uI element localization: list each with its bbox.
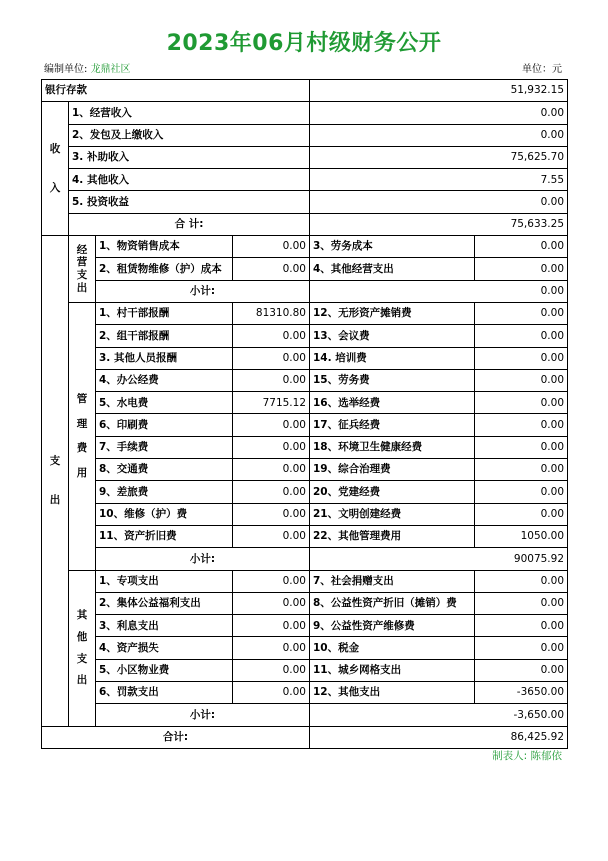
table-row bbox=[42, 302, 568, 324]
table-row bbox=[42, 325, 568, 347]
table-row bbox=[42, 124, 568, 146]
operating-item-value: 0.00 bbox=[233, 236, 310, 258]
income-total-label: 合 计: bbox=[69, 213, 310, 235]
other-item-value: 0.00 bbox=[475, 659, 568, 681]
compiling-unit-label: 编制单位: bbox=[44, 64, 88, 75]
table-row bbox=[42, 682, 568, 704]
expense.management-group-char: 管 bbox=[76, 393, 88, 406]
expense.operating-group-char: 经 bbox=[76, 243, 88, 256]
preparer bbox=[492, 748, 562, 763]
table-row bbox=[42, 414, 568, 436]
compiling-unit-name: 龙鼎社区 bbox=[90, 64, 131, 75]
other-item-label: 12、其他支出 bbox=[310, 682, 475, 704]
expense.other-group-label bbox=[69, 570, 96, 726]
other-item-value: 0.00 bbox=[233, 570, 310, 592]
management-item-label: 15、劳务费 bbox=[310, 369, 475, 391]
table-row bbox=[42, 392, 568, 414]
management-item-value: 81310.80 bbox=[233, 302, 310, 324]
management-subtotal-value: 90075.92 bbox=[310, 548, 568, 570]
expense.management-group-char: 理 bbox=[76, 417, 88, 430]
other-item-value: 0.00 bbox=[475, 592, 568, 614]
expense.management-group-label bbox=[69, 302, 96, 570]
management-item-label: 20、党建经费 bbox=[310, 481, 475, 503]
management-item-label: 7、手续费 bbox=[96, 436, 233, 458]
income-item-label: 3. 补助收入 bbox=[69, 146, 310, 168]
management-item-value: 0.00 bbox=[475, 481, 568, 503]
preparer-name: 陈郁依 bbox=[530, 750, 562, 762]
other-item-label: 3、利息支出 bbox=[96, 615, 233, 637]
table-row bbox=[42, 570, 568, 592]
management-item-value: 0.00 bbox=[233, 325, 310, 347]
management-item-label: 10、维修（护）费 bbox=[96, 503, 233, 525]
other-item-label: 2、集体公益福利支出 bbox=[96, 592, 233, 614]
management-item-value: 0.00 bbox=[475, 347, 568, 369]
table-row bbox=[42, 236, 568, 258]
management-item-label: 3. 其他人员报酬 bbox=[96, 347, 233, 369]
management-item-value: 1050.00 bbox=[475, 525, 568, 547]
table-row bbox=[42, 615, 568, 637]
operating-subtotal-value: 0.00 bbox=[310, 280, 568, 302]
management-item-value: 0.00 bbox=[233, 414, 310, 436]
other-subtotal-value: -3,650.00 bbox=[310, 704, 568, 726]
income-item-label: 2、发包及上缴收入 bbox=[69, 124, 310, 146]
income-item-label: 5. 投资收益 bbox=[69, 191, 310, 213]
expense.operating-group-char: 出 bbox=[76, 281, 88, 294]
management-item-label: 14. 培训费 bbox=[310, 347, 475, 369]
management-item-value: 0.00 bbox=[475, 414, 568, 436]
operating-item-value: 0.00 bbox=[233, 258, 310, 280]
other-item-value: 0.00 bbox=[475, 615, 568, 637]
management-item-value: 0.00 bbox=[475, 369, 568, 391]
income-group-label bbox=[42, 102, 69, 236]
other-item-label: 4、资产损失 bbox=[96, 637, 233, 659]
preparer-label: 制表人: bbox=[492, 750, 528, 762]
expense.operating-group-char: 支 bbox=[76, 269, 88, 282]
income-item-value: 7.55 bbox=[310, 169, 568, 191]
management-item-value: 0.00 bbox=[475, 302, 568, 324]
table-row bbox=[42, 503, 568, 525]
expense.other-group-char: 支 bbox=[76, 652, 88, 665]
expense.other-group-char: 其 bbox=[76, 609, 88, 622]
page-title: 2023年06月村级财务公开 bbox=[166, 31, 442, 56]
management-item-label: 5、水电费 bbox=[96, 392, 233, 414]
expense.other-group-char: 他 bbox=[76, 630, 88, 643]
operating-item-label: 4、其他经营支出 bbox=[310, 258, 475, 280]
management-item-value: 0.00 bbox=[233, 347, 310, 369]
management-item-label: 2、组干部报酬 bbox=[96, 325, 233, 347]
other-item-value: 0.00 bbox=[233, 592, 310, 614]
table-row bbox=[42, 169, 568, 191]
income-group-char: 入 bbox=[49, 181, 61, 194]
currency-unit: 单位：元 bbox=[522, 64, 562, 75]
other-item-value: 0.00 bbox=[475, 637, 568, 659]
expense-total-label: 合计: bbox=[42, 726, 310, 748]
other-item-label: 7、社会捐赠支出 bbox=[310, 570, 475, 592]
finance-table bbox=[41, 79, 568, 749]
management-item-label: 22、其他管理费用 bbox=[310, 525, 475, 547]
other-item-label: 11、城乡网格支出 bbox=[310, 659, 475, 681]
management-item-label: 4、办公经费 bbox=[96, 369, 233, 391]
management-item-value: 0.00 bbox=[233, 525, 310, 547]
income-item-value: 0.00 bbox=[310, 102, 568, 124]
expense-total-value: 86,425.92 bbox=[310, 726, 568, 748]
management-item-label: 9、差旅费 bbox=[96, 481, 233, 503]
bank-label: 银行存款 bbox=[42, 80, 310, 102]
expense.operating-group-label bbox=[69, 236, 96, 303]
income-item-value: 75,625.70 bbox=[310, 146, 568, 168]
management-item-label: 11、资产折旧费 bbox=[96, 525, 233, 547]
management-item-value: 0.00 bbox=[475, 325, 568, 347]
table-row bbox=[42, 726, 568, 748]
expense.management-group-char: 费 bbox=[76, 442, 88, 455]
table-row bbox=[42, 80, 568, 102]
management-item-value: 0.00 bbox=[233, 459, 310, 481]
table-row bbox=[42, 347, 568, 369]
table-row bbox=[42, 704, 568, 726]
management-item-label: 1、村干部报酬 bbox=[96, 302, 233, 324]
table-row bbox=[42, 146, 568, 168]
management-item-label: 13、会议费 bbox=[310, 325, 475, 347]
management-item-value: 0.00 bbox=[233, 369, 310, 391]
table-row bbox=[42, 369, 568, 391]
table-row bbox=[42, 459, 568, 481]
other-subtotal-label: 小计: bbox=[96, 704, 310, 726]
table-row bbox=[42, 213, 568, 235]
management-item-label: 21、文明创建经费 bbox=[310, 503, 475, 525]
management-item-value: 0.00 bbox=[233, 436, 310, 458]
management-item-label: 19、综合治理费 bbox=[310, 459, 475, 481]
income-item-label: 1、经营收入 bbox=[69, 102, 310, 124]
other-item-label: 5、小区物业费 bbox=[96, 659, 233, 681]
expense.other-group-char: 出 bbox=[76, 674, 88, 687]
table-row bbox=[42, 525, 568, 547]
other-item-value: 0.00 bbox=[233, 682, 310, 704]
income-item-label: 4. 其他收入 bbox=[69, 169, 310, 191]
operating-item-label: 2、租赁物维修（护）成本 bbox=[96, 258, 233, 280]
expense-group-label bbox=[42, 236, 69, 727]
management-item-label: 6、印刷费 bbox=[96, 414, 233, 436]
other-item-value: 0.00 bbox=[233, 615, 310, 637]
table-row bbox=[42, 548, 568, 570]
management-item-label: 16、选举经费 bbox=[310, 392, 475, 414]
expense.operating-group-char: 营 bbox=[76, 256, 88, 269]
other-item-label: 1、专项支出 bbox=[96, 570, 233, 592]
management-item-value: 0.00 bbox=[475, 436, 568, 458]
management-item-label: 8、交通费 bbox=[96, 459, 233, 481]
other-item-label: 8、公益性资产折旧（摊销）费 bbox=[310, 592, 475, 614]
compiling-unit bbox=[44, 60, 131, 75]
management-item-label: 12、无形资产摊销费 bbox=[310, 302, 475, 324]
operating-item-label: 3、劳务成本 bbox=[310, 236, 475, 258]
other-item-value: 0.00 bbox=[233, 659, 310, 681]
management-item-label: 17、征兵经费 bbox=[310, 414, 475, 436]
management-item-label: 18、环境卫生健康经费 bbox=[310, 436, 475, 458]
operating-item-value: 0.00 bbox=[475, 236, 568, 258]
operating-item-value: 0.00 bbox=[475, 258, 568, 280]
table-row bbox=[42, 659, 568, 681]
table-row bbox=[42, 481, 568, 503]
operating-item-label: 1、物资销售成本 bbox=[96, 236, 233, 258]
other-item-value: 0.00 bbox=[233, 637, 310, 659]
management-item-value: 0.00 bbox=[233, 503, 310, 525]
table-row bbox=[42, 436, 568, 458]
income-group-char: 收 bbox=[49, 143, 61, 156]
other-item-label: 6、罚款支出 bbox=[96, 682, 233, 704]
income-item-value: 0.00 bbox=[310, 191, 568, 213]
table-row bbox=[42, 258, 568, 280]
management-item-value: 7715.12 bbox=[233, 392, 310, 414]
other-item-label: 10、税金 bbox=[310, 637, 475, 659]
other-item-value: 0.00 bbox=[475, 570, 568, 592]
income-total-value: 75,633.25 bbox=[310, 213, 568, 235]
operating-subtotal-label: 小计: bbox=[96, 280, 310, 302]
management-item-value: 0.00 bbox=[233, 481, 310, 503]
table-row bbox=[42, 280, 568, 302]
table-row bbox=[42, 637, 568, 659]
table-row bbox=[42, 191, 568, 213]
table-row bbox=[42, 592, 568, 614]
table-row bbox=[42, 102, 568, 124]
income-item-value: 0.00 bbox=[310, 124, 568, 146]
expense.management-group-char: 用 bbox=[76, 466, 88, 479]
other-item-value: -3650.00 bbox=[475, 682, 568, 704]
management-subtotal-label: 小计: bbox=[96, 548, 310, 570]
management-item-value: 0.00 bbox=[475, 459, 568, 481]
management-item-value: 0.00 bbox=[475, 392, 568, 414]
other-item-label: 9、公益性资产维修费 bbox=[310, 615, 475, 637]
bank-value: 51,932.15 bbox=[310, 80, 568, 102]
management-item-value: 0.00 bbox=[475, 503, 568, 525]
expense-group-char: 支 bbox=[49, 455, 61, 468]
expense-group-char: 出 bbox=[49, 493, 61, 506]
